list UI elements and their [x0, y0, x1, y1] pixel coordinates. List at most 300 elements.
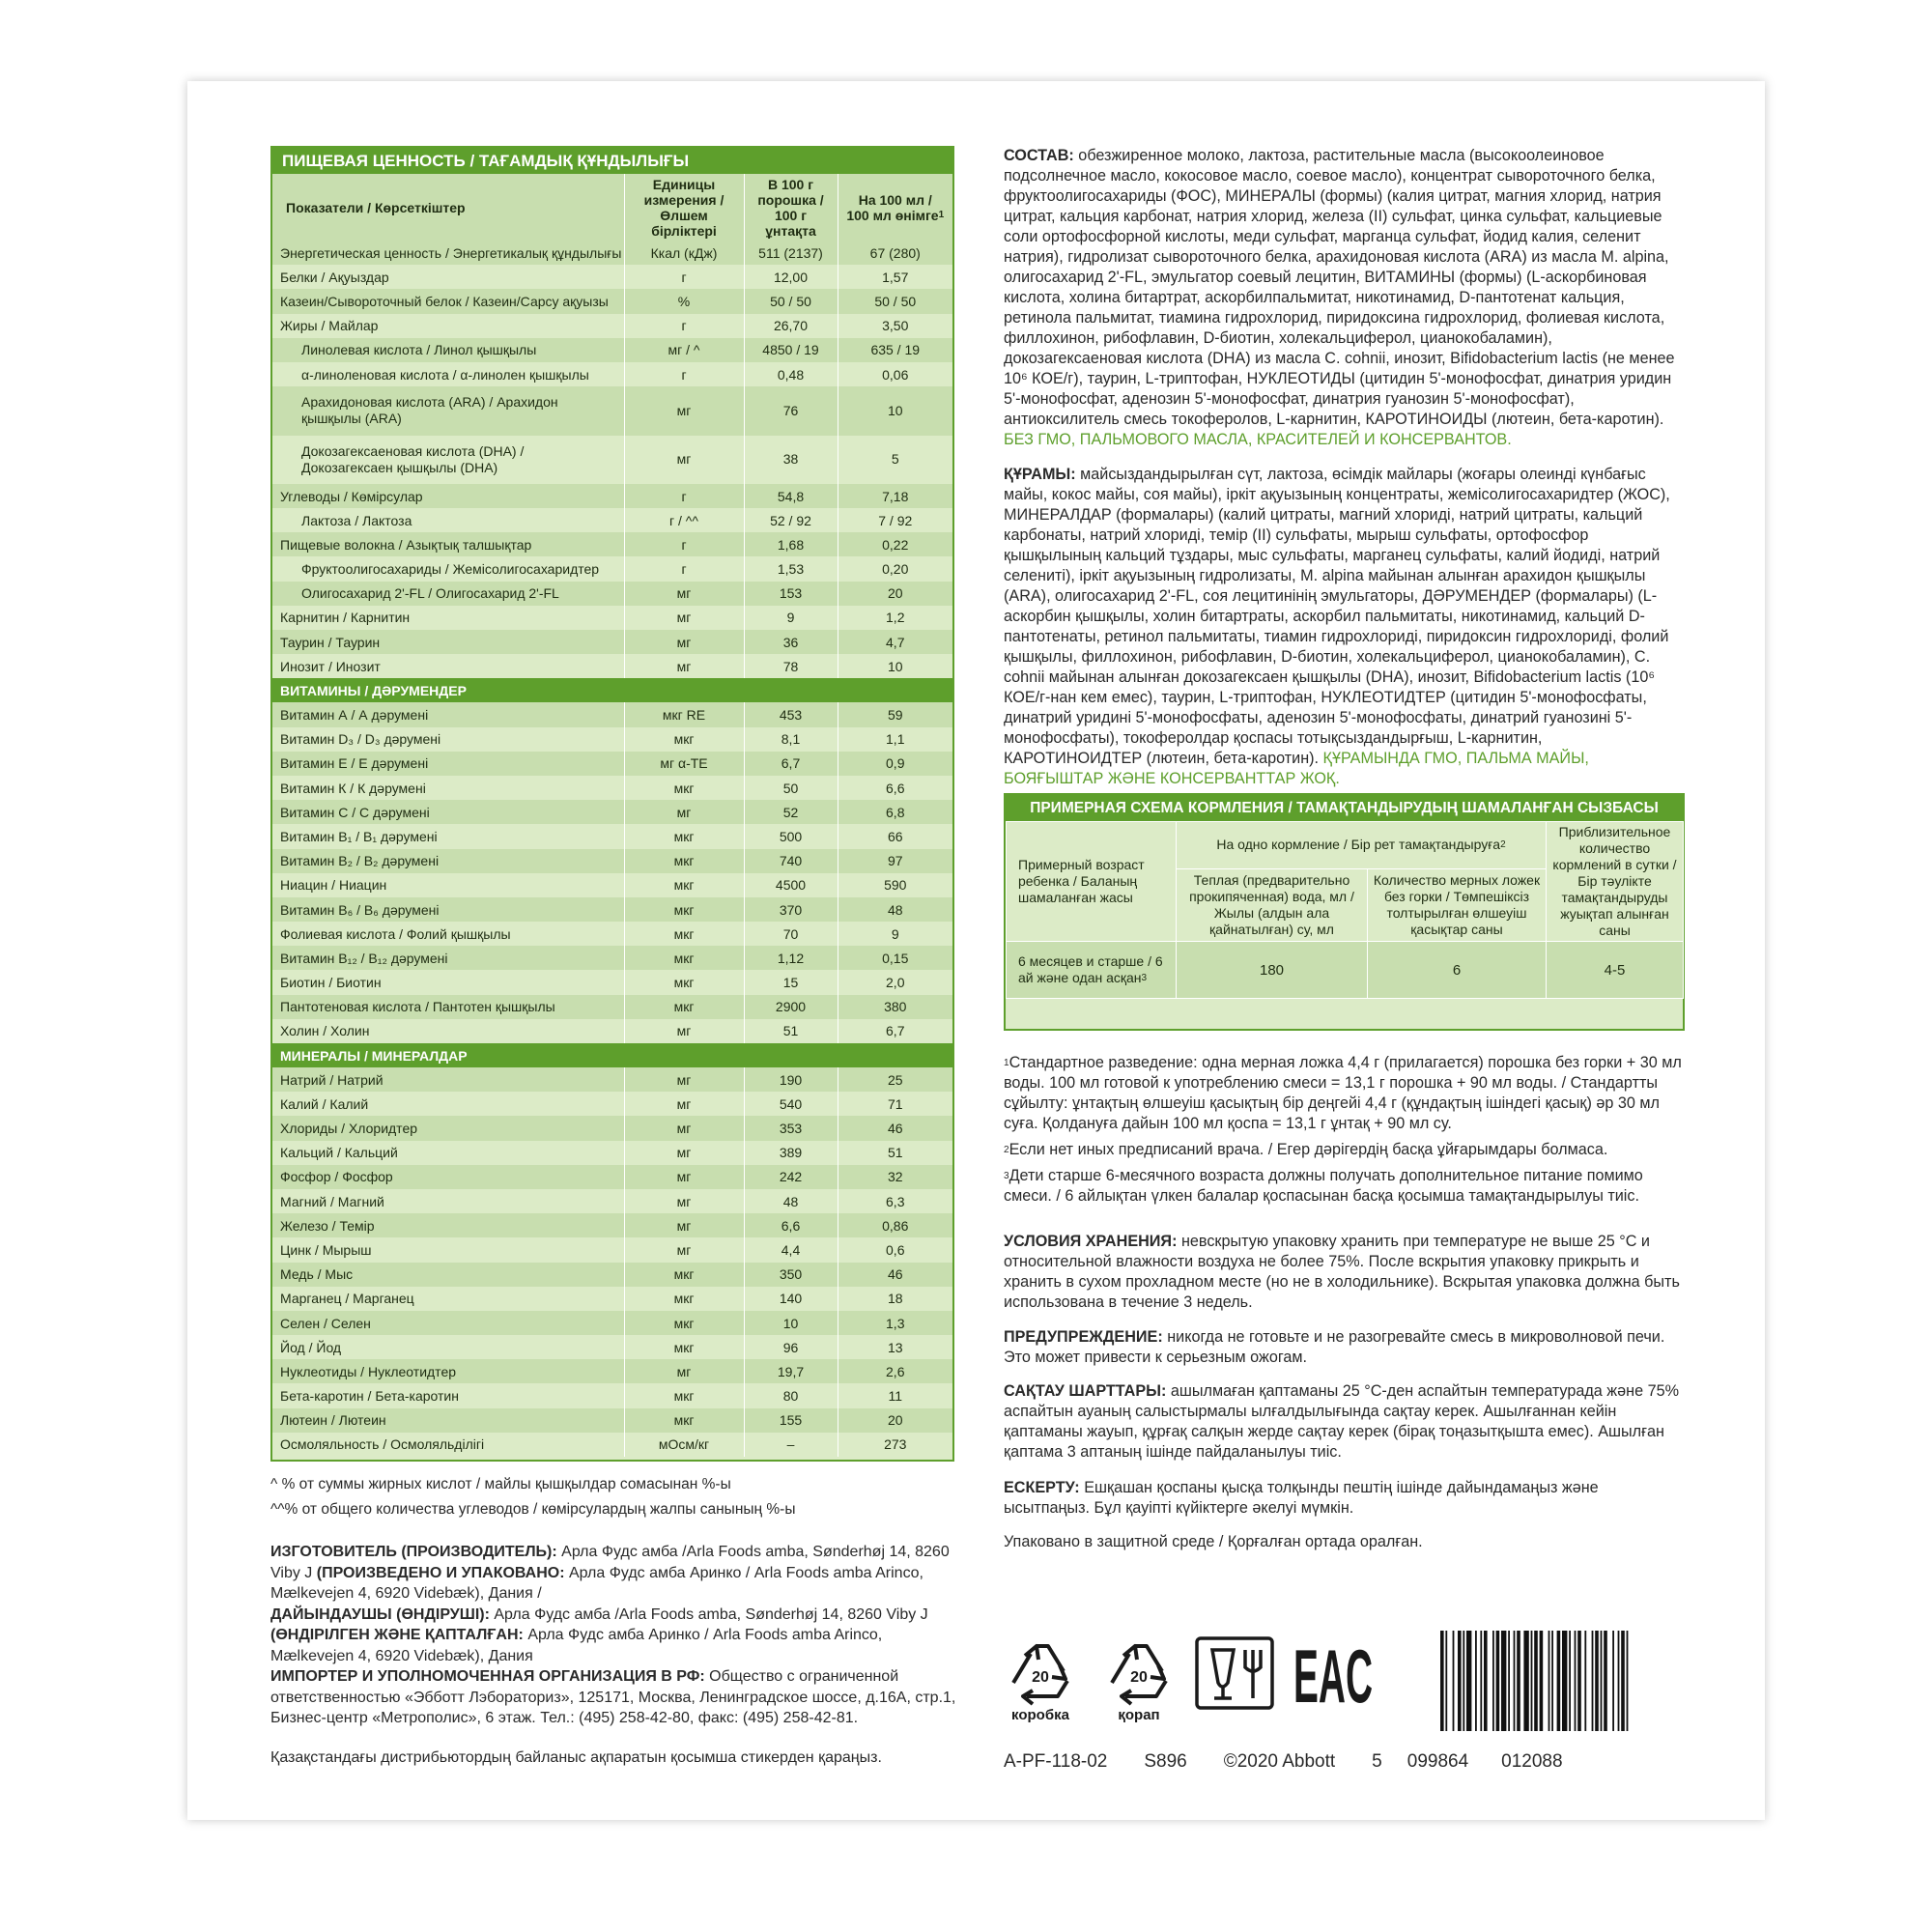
value-per-100ml: 0,20 — [838, 556, 952, 581]
barcode-bar — [1458, 1631, 1462, 1731]
nutrient-name: Фосфор / Фосфор — [272, 1165, 624, 1189]
nutrient-unit: мг — [624, 1067, 744, 1092]
nutrient-unit: г — [624, 314, 744, 338]
nutrient-name: Биотин / Биотин — [272, 970, 624, 994]
mfr-label-producer: ИЗГОТОВИТЕЛЬ (ПРОИЗВОДИТЕЛЬ): — [270, 1544, 557, 1560]
value-per-100ml: 380 — [838, 995, 952, 1019]
value-per-100ml: 2,0 — [838, 970, 952, 994]
value-per-100ml: 6,7 — [838, 1019, 952, 1043]
value-per-100g: 389 — [744, 1141, 838, 1165]
nutrient-unit: мг α-TE — [624, 752, 744, 776]
value-per-100ml: 20 — [838, 582, 952, 606]
value-per-100ml: 1,57 — [838, 265, 952, 289]
nutrient-name: Витамин Е / Е дәрумені — [272, 752, 624, 776]
header-per-100ml: На 100 мл / 100 мл өнімге$^1$ — [838, 174, 952, 241]
feeding-spoons: 6 — [1368, 942, 1547, 999]
barcode-bar — [1508, 1631, 1510, 1731]
barcode-bar — [1514, 1631, 1516, 1731]
table-row — [272, 776, 952, 800]
recycle-number-1: 20 — [1032, 1669, 1049, 1686]
value-per-100g: 350 — [744, 1263, 838, 1287]
value-per-100ml: 97 — [838, 849, 952, 873]
value-per-100g: 511 (2137) — [744, 241, 838, 265]
nutrient-unit: мкг — [624, 727, 744, 752]
kz-distributor-note: Қазақстандағы дистрибьютордың байланыс ақпаратын қосымша стикерден қараңыз. — [270, 1749, 882, 1766]
nutrient-name: Витамин В₁ / В₁ дәрумені — [272, 824, 624, 848]
nutrient-unit: г — [624, 362, 744, 386]
composition-ru — [1004, 146, 1685, 450]
symbols-row — [1004, 1627, 1685, 1772]
barcode-digits-left: 099864 — [1406, 1751, 1469, 1772]
barcode-bar — [1604, 1631, 1607, 1731]
nutrient-unit: мкг — [624, 1383, 744, 1407]
barcode-bar — [1466, 1631, 1471, 1731]
table-row — [272, 1287, 952, 1311]
barcode-bar — [1601, 1631, 1603, 1731]
barcode-bar — [1540, 1631, 1544, 1731]
nutrient-unit: мг — [624, 630, 744, 654]
value-per-100ml: 7 / 92 — [838, 508, 952, 532]
table-row — [272, 1116, 952, 1140]
nutrient-name: Магний / Магний — [272, 1189, 624, 1213]
composition-ru-text: обезжиренное молоко, лактоза, растительные масла (высокоолеиновое подсолнечное масло, кокосовое масло, соевое масло), концентрат сывороточного белка, фруктоолигосахариды (ФОС), МИНЕРАЛЫ (формы) (калия цитрат, магния хлорид, натрия цитрат, кальция карбонат, натрия хлорид, железа (II) сульфат, цинка сульфат, кальциевые соли ортофосфорной кислоты, меди сульфат, марганца сульфат, йодид калия, селенит натрия), гидролизат сывороточного белка, арахидоновая кислота (ARA) из масла M. alpina, олигосахарид 2'-FL, эмульгатор соевый лецитин, ВИТАМИНЫ (формы) (L-аскорбиновая кислота, холина битартрат, аскорбилпальмитат, никотинамид, D-пантотенат кальция, ретинола пальмитат, тиамина гидрохлорид, пиридоксина гидрохлорид, фолиевая кислота, филлохинон, рибофлавин, D-биотин, холекальциферол, цианокобаламин), докозагексаеновая кислота (DHA) из масла C. cohnii, инозит, Bifidobacterium lactis (не менее 10⁶ КОЕ/г), таурин, L-триптофан, НУКЛЕОТИДЫ (цитидин 5'-монофосфат, динатрия уридин 5'-монофосфат, аденозин 5'-монофосфат, динатрия гуанозин 5'-монофосфат), антиоксилитель смесь токоферолов, L-карнитин, КАРОТИНОИДЫ (лютеин, бета-каротин). — [1004, 147, 1675, 428]
barcode-bar — [1584, 1631, 1586, 1731]
table-row — [272, 386, 952, 435]
table-row — [272, 824, 952, 848]
value-per-100g: 353 — [744, 1116, 838, 1140]
nutrient-unit: Ккал (кДж) — [624, 241, 744, 265]
nutrient-unit: мг — [624, 654, 744, 678]
nutrient-name: Лактоза / Лактоза — [272, 508, 624, 532]
value-per-100ml: 66 — [838, 824, 952, 848]
nutrient-unit: мг — [624, 1165, 744, 1189]
feeding-grid — [1006, 821, 1684, 999]
value-per-100ml: 6,3 — [838, 1189, 952, 1213]
value-per-100ml: 6,6 — [838, 776, 952, 800]
nutrient-name: Витамин В₆ / В₆ дәрумені — [272, 897, 624, 922]
note-fatty-acids: ^ % от суммы жирных кислот / майлы қышқылдар сомасынан %-ы — [270, 1476, 731, 1492]
table-row — [272, 265, 952, 289]
nutrient-name: Витамин В₁₂ / В₁₂ дәрумені — [272, 946, 624, 970]
mfr-label-importer: ИМПОРТЕР И УПОЛНОМОЧЕННАЯ ОРГАНИЗАЦИЯ В РФ: — [270, 1668, 705, 1685]
table-row — [272, 970, 952, 994]
nutrient-name: Ниацин / Ниацин — [272, 873, 624, 897]
value-per-100ml: 1,2 — [838, 606, 952, 630]
mfr-text-produced-kz: Арла Фудс амба Аринко / Arla Foods amba Arinco, Mælkevejen 4, 6920 Videbæk), Дания — [270, 1627, 883, 1664]
value-per-100g: 80 — [744, 1383, 838, 1407]
mfr-text-producer: Арла Фудс амба /Arla Foods amba, Sønderhøj 14, 8260 Viby J — [270, 1544, 950, 1581]
section-header — [272, 678, 952, 702]
value-per-100g: 155 — [744, 1408, 838, 1433]
value-per-100ml: 11 — [838, 1383, 952, 1407]
value-per-100ml: 71 — [838, 1092, 952, 1116]
table-row — [272, 1189, 952, 1213]
feeding-spoons-header: Количество мерных ложек без горки / Төмпешіксіз толтырылған өлшеуіш қасықтар саны — [1368, 868, 1547, 941]
section-title: ВИТАМИНЫ / ДӘРУМЕНДЕР — [272, 678, 952, 702]
footnote-1: $^1$Стандартное разведение: одна мерная ложка 4,4 г (прилагается) порошка без горки + 30 мл воды. 100 мл готовой к употреблению смеси = 13,1 г порошка + 90 мл воды. / Стандартты сұйылту: ұнтақтың өлшеуіш қасықтың бір деңгейі 4,4 г (құндақтың ішіндегі қасық) әр 30 мл суға. Қолдануға дайын 100 мл қоспа = 13,1 г ұнтақ + 90 мл су. — [1004, 1054, 1682, 1132]
table-row — [272, 338, 952, 362]
table-row — [272, 995, 952, 1019]
value-per-100ml: 25 — [838, 1067, 952, 1092]
warning-kz-label: ЕСКЕРТУ: — [1004, 1479, 1080, 1496]
value-per-100g: 540 — [744, 1092, 838, 1116]
series-code: S896 — [1144, 1751, 1187, 1772]
barcode-bar — [1492, 1631, 1494, 1731]
barcode-bar — [1548, 1631, 1550, 1731]
barcode-bar — [1445, 1631, 1447, 1731]
table-row — [272, 1311, 952, 1335]
barcode-bar — [1562, 1631, 1567, 1731]
value-per-100g: – — [744, 1433, 838, 1457]
feeding-water: 180 — [1177, 942, 1368, 999]
nutrient-unit: мкг — [624, 849, 744, 873]
nutrient-name: Калий / Калий — [272, 1092, 624, 1116]
warning-ru-text: никогда не готовьте и не разогревайте смесь в микроволновой печи. Это может привести к серьезным ожогам. — [1004, 1328, 1665, 1366]
nutrient-unit: мкг — [624, 1287, 744, 1311]
nutrient-name: Натрий / Натрий — [272, 1067, 624, 1092]
nutrient-name: Пантотеновая кислота / Пантотен қышқылы — [272, 995, 624, 1019]
table-row — [272, 946, 952, 970]
nutrient-unit: мкг — [624, 824, 744, 848]
value-per-100g: 1,68 — [744, 532, 838, 556]
header-unit: Единицы измерения / Өлшем бірліктері — [624, 174, 744, 241]
barcode-bar — [1618, 1631, 1620, 1731]
storage-ru-label: УСЛОВИЯ ХРАНЕНИЯ: — [1004, 1233, 1178, 1250]
nutrient-unit: мг — [624, 436, 744, 484]
nutrient-unit: мг — [624, 1237, 744, 1262]
value-per-100g: 36 — [744, 630, 838, 654]
nutrient-unit: мОсм/кг — [624, 1433, 744, 1457]
barcode-bar — [1484, 1631, 1488, 1731]
table-row — [272, 1408, 952, 1433]
table-row — [272, 508, 952, 532]
nutrient-name: Марганец / Марганец — [272, 1287, 624, 1311]
barcode-bar — [1463, 1631, 1464, 1731]
value-per-100ml: 590 — [838, 873, 952, 897]
barcode-bar — [1577, 1631, 1581, 1731]
value-per-100ml: 1,3 — [838, 1311, 952, 1335]
value-per-100ml: 46 — [838, 1263, 952, 1287]
nutrition-body — [272, 241, 952, 1457]
feeding-water-header: Теплая (предварительно прокипяченная) вода, мл / Жылы (алдын ала қайнатылған) су, мл — [1177, 868, 1368, 941]
nutrient-unit: мкг — [624, 922, 744, 946]
nutrient-name: Холин / Холин — [272, 1019, 624, 1043]
value-per-100ml: 0,06 — [838, 362, 952, 386]
barcode-bar — [1627, 1631, 1629, 1731]
nutrient-unit: мг — [624, 606, 744, 630]
header-indicator: Показатели / Көрсеткіштер — [272, 174, 624, 241]
table-row — [272, 1359, 952, 1383]
value-per-100g: 4850 / 19 — [744, 338, 838, 362]
table-row — [272, 849, 952, 873]
storage-ru-text: невскрытую упаковку хранить при температуре не выше 25 °С и относительной влажности воздуха не более 75%. После вскрытия упаковку прикрыть и хранить в сухом прохладном месте (но не в холодильнике). Вскрытая упаковка должна быть использована в течение 3 недель. — [1004, 1233, 1680, 1311]
barcode-bar — [1480, 1631, 1482, 1731]
composition-ru-claim: БЕЗ ГМО, ПАЛЬМОВОГО МАСЛА, КРАСИТЕЛЕЙ И КОНСЕРВАНТОВ. — [1004, 431, 1512, 448]
table-row — [272, 897, 952, 922]
barcode-bar — [1501, 1631, 1506, 1731]
value-per-100ml: 0,15 — [838, 946, 952, 970]
nutrient-name: Бета-каротин / Бета-каротин — [272, 1383, 624, 1407]
value-per-100ml: 67 (280) — [838, 241, 952, 265]
value-per-100g: 153 — [744, 582, 838, 606]
value-per-100g: 96 — [744, 1335, 838, 1359]
table-row — [272, 1433, 952, 1457]
food-safe-glass-fork-icon — [1197, 1638, 1272, 1708]
nutrient-unit: мг — [624, 1213, 744, 1237]
nutrition-title: ПИЩЕВАЯ ЦЕННОСТЬ / ТАҒАМДЫҚ ҚҰНДЫЛЫҒЫ — [272, 148, 952, 174]
symbols-svg — [1004, 1627, 1685, 1733]
nutrient-unit: мкг — [624, 1263, 744, 1287]
table-row — [272, 1141, 952, 1165]
value-per-100ml: 10 — [838, 654, 952, 678]
mfr-label-producer-kz: ДАЙЫНДАУШЫ (ӨНДІРУШІ): — [270, 1605, 490, 1623]
nutrient-name: α-линоленовая кислота / α-линолен қышқылы — [272, 362, 624, 386]
value-per-100ml: 46 — [838, 1116, 952, 1140]
value-per-100g: 0,48 — [744, 362, 838, 386]
nutrient-name: Фруктоолигосахариды / Жемісолигосахаридтер — [272, 556, 624, 581]
value-per-100g: 51 — [744, 1019, 838, 1043]
value-per-100g: 1,12 — [744, 946, 838, 970]
table-row — [272, 922, 952, 946]
barcode-bar — [1531, 1631, 1533, 1731]
value-per-100g: 52 / 92 — [744, 508, 838, 532]
value-per-100ml: 2,6 — [838, 1359, 952, 1383]
value-per-100ml: 5 — [838, 436, 952, 484]
table-row — [272, 727, 952, 752]
table-row — [272, 532, 952, 556]
table-row — [272, 582, 952, 606]
table-row — [272, 1335, 952, 1359]
recycle-number-2: 20 — [1130, 1669, 1148, 1686]
nutrient-unit: мкг — [624, 1311, 744, 1335]
nutrient-name: Углеводы / Көмірсулар — [272, 484, 624, 508]
value-per-100ml: 0,22 — [838, 532, 952, 556]
value-per-100ml: 59 — [838, 702, 952, 726]
nutrient-name: Пищевые волокна / Азықтық талшықтар — [272, 532, 624, 556]
value-per-100g: 140 — [744, 1287, 838, 1311]
value-per-100ml: 48 — [838, 897, 952, 922]
copyright: ©2020 Abbott — [1223, 1751, 1336, 1772]
footnotes — [1004, 1053, 1685, 1207]
value-per-100ml: 0,9 — [838, 752, 952, 776]
storage-kz — [1004, 1381, 1685, 1463]
nutrient-name: Медь / Мыс — [272, 1263, 624, 1287]
table-row — [272, 654, 952, 678]
nutrient-unit: мг — [624, 1189, 744, 1213]
nutrient-unit: мкг — [624, 946, 744, 970]
value-per-100g: 76 — [744, 386, 838, 435]
composition-kz-text: майсыздандырылған сүт, лактоза, өсімдік майлары (жоғары олеинді күнбағыс майы, кокос майы, соя майы), іркіт ақуызының концентраты, жемісолигосахаридтер (ЖОС), МИНЕРАЛДАР (формалары) (калий цитраты, магний хлориді, натрий цитраты, кальций карбонаты, натрий хлориді, темір (II) сульфаты, мырыш сульфаты, ортофосфор қышқылының кальций тұздары, мыс сульфаты, марганец сульфаты, калий йодиді, натрий селениті), іркіт ақуызының гидролизаты, M. alpina майынан алынған арахидон қышқылы (ARA), олигосахарид 2'-FL, соя лецитинінің эмульгаторы, ДӘРУМЕНДЕР (формалары) (L-аскорбин қышқылы, холин битартраты, аскорбил пальмитаты, никотинамид, кальций D-пантотенаты, ретинол пальмитаты, тиамин гидрохлориді, пиридоксин гидрохлориді, фолий қышқылы, филлохинон, рибофлавин, D-биотин, холекальциферол, цианокобаламин), C. cohnii майынан алынған докозагексаен қышқылы (DHA), инозит, Bifidobacterium lactis (10⁶ КОЕ/г-нан кем емес), таурин, L-триптофан, НУКЛЕОТИДТЕР (цитидин 5'-монофосфаты, динатрий уридині 5'-монофосфаты, аденозин 5'-монофосфаты, динатрий гуанозині 5'-монофосфаты), токоферолдар қоспасы тотықсыздандырғыш, L-карнитин, КАРОТИНОИДТЕР (лютеин, бета-каротин). — [1004, 466, 1670, 767]
table-row — [272, 1092, 952, 1116]
value-per-100g: 370 — [744, 897, 838, 922]
barcode-bar — [1612, 1631, 1614, 1731]
nutrient-unit: г — [624, 532, 744, 556]
value-per-100ml: 32 — [838, 1165, 952, 1189]
table-row — [272, 800, 952, 824]
value-per-100ml: 1,1 — [838, 727, 952, 752]
table-row — [272, 752, 952, 776]
nutrient-unit: мг — [624, 1116, 744, 1140]
barcode-bar — [1595, 1631, 1599, 1731]
table-row — [272, 1019, 952, 1043]
nutrient-name: Лютеин / Лютеин — [272, 1408, 624, 1433]
value-per-100g: 8,1 — [744, 727, 838, 752]
composition-ru-label: СОСТАВ: — [1004, 147, 1074, 164]
barcode-digits-right: 012088 — [1501, 1751, 1563, 1772]
footnote-3: $^3$Дети старше 6-месячного возраста должны получать дополнительное питание помимо смеси. / 6 айлықтан үлкен балалар қоспасынан басқа қосымша тамақтандырылуы тиіс. — [1004, 1167, 1643, 1205]
warning-ru — [1004, 1327, 1685, 1368]
value-per-100g: 1,53 — [744, 556, 838, 581]
value-per-100g: 190 — [744, 1067, 838, 1092]
manufacturer-info — [270, 1542, 958, 1729]
table-row — [272, 436, 952, 484]
nutrient-unit: мкг — [624, 776, 744, 800]
value-per-100ml: 635 / 19 — [838, 338, 952, 362]
mfr-label-produced-kz: (ӨНДІРІЛГЕН ЖӘНЕ ҚАПТАЛҒАН: — [270, 1627, 524, 1643]
value-per-100g: 6,6 — [744, 1213, 838, 1237]
barcode-bar — [1569, 1631, 1571, 1731]
mfr-text-produced: Арла Фудс амба Аринко / Arla Foods amba Arinco, Mælkevejen 4, 6920 Videbæk), Дания / — [270, 1564, 923, 1602]
value-per-100ml: 7,18 — [838, 484, 952, 508]
table-row — [272, 702, 952, 726]
value-per-100ml: 18 — [838, 1287, 952, 1311]
value-per-100ml: 51 — [838, 1141, 952, 1165]
nutrient-unit: мг — [624, 386, 744, 435]
warning-kz — [1004, 1478, 1685, 1519]
nutrient-unit: г — [624, 265, 744, 289]
nutrient-name: Карнитин / Карнитин — [272, 606, 624, 630]
nutrition-grid — [272, 174, 952, 1457]
value-per-100g: 70 — [744, 922, 838, 946]
value-per-100g: 10 — [744, 1311, 838, 1335]
table-row — [272, 484, 952, 508]
nutrient-name: Фолиевая кислота / Фолий қышқылы — [272, 922, 624, 946]
feeding-age: 6 месяцев и старше / 6 ай және одан асқан$^3$ — [1007, 942, 1177, 999]
nutrient-unit: мг / ^ — [624, 338, 744, 362]
value-per-100g: 9 — [744, 606, 838, 630]
nutrient-unit: г — [624, 556, 744, 581]
barcode — [1440, 1631, 1628, 1731]
value-per-100g: 52 — [744, 800, 838, 824]
nutrient-unit: мг — [624, 1359, 744, 1383]
feeding-per-feed-header: На одно кормление / Бір рет тамақтандыруға$^2$ — [1177, 822, 1547, 869]
value-per-100ml: 20 — [838, 1408, 952, 1433]
value-per-100ml: 4,7 — [838, 630, 952, 654]
value-per-100g: 19,7 — [744, 1359, 838, 1383]
feeding-age-header: Примерный возраст ребенка / Баланың шамаланған жасы — [1007, 822, 1177, 942]
product-codes — [1004, 1751, 1600, 1773]
nutrient-name: Линолевая кислота / Линол қышқылы — [272, 338, 624, 362]
feeding-title: ПРИМЕРНАЯ СХЕМА КОРМЛЕНИЯ / ТАМАҚТАНДЫРУДЫҢ ШАМАЛАНҒАН СЫЗБАСЫ — [1006, 795, 1683, 821]
nutrient-unit: мг — [624, 1019, 744, 1043]
recycle-label-2: қорап — [1118, 1707, 1160, 1723]
eac-mark: EAC — [1293, 1634, 1373, 1719]
composition-kz-claim: ҚҰРАМЫНДА ГМО, ПАЛЬМА МАЙЫ, БОЯҒЫШТАР ЖӘНЕ КОНСЕРВАНТТАР ЖОҚ. — [1004, 750, 1589, 787]
feeding-count: 4-5 — [1547, 942, 1684, 999]
table-row — [272, 873, 952, 897]
barcode-bar — [1534, 1631, 1538, 1731]
value-per-100ml: 50 / 50 — [838, 289, 952, 313]
nutrient-unit: мкг — [624, 995, 744, 1019]
feeding-table — [1004, 793, 1685, 1031]
composition-kz — [1004, 465, 1685, 789]
nutrient-name: Таурин / Таурин — [272, 630, 624, 654]
warning-kz-text: Ешқашан қоспаны қысқа толқынды пештің ішінде дайындамаңыз және ысытпаңыз. Бұл қауіпті күйіктерге әкелуі мүмкін. — [1004, 1479, 1599, 1517]
mfr-text-importer: Общество с ограниченной ответственностью «Эбботт Лэбораториз», 125171, Москва, Ленинградское шоссе, д.16А, стр.1, Бизнес-центр «Метрополис», 6 этаж. Тел.: (495) 258-42-80, факс: (495) 258-42-81. — [270, 1668, 956, 1726]
recycle-label-1: коробка — [1011, 1707, 1069, 1723]
value-per-100g: 740 — [744, 849, 838, 873]
table-row — [272, 606, 952, 630]
nutrient-name: Нуклеотиды / Нуклеотидтер — [272, 1359, 624, 1383]
section-header — [272, 1043, 952, 1067]
nutrient-unit: мкг — [624, 873, 744, 897]
value-per-100g: 38 — [744, 436, 838, 484]
value-per-100g: 50 / 50 — [744, 289, 838, 313]
value-per-100ml: 0,86 — [838, 1213, 952, 1237]
nutrient-unit: мкг — [624, 897, 744, 922]
barcode-bar — [1575, 1631, 1577, 1731]
table-notes — [270, 1472, 958, 1522]
barcode-bar — [1551, 1631, 1553, 1731]
feeding-count-header: Приблизительное количество кормлений в сутки / Бір тәулікте тамақтандыруды жуықтап алынған саны — [1547, 822, 1684, 942]
product-code: A-PF-118-02 — [1004, 1751, 1108, 1772]
nutrient-unit: мг — [624, 1141, 744, 1165]
table-row — [272, 1067, 952, 1092]
nutrient-unit: мкг — [624, 1335, 744, 1359]
table-row — [272, 1237, 952, 1262]
nutrient-name: Энергетическая ценность / Энергетикалық құндылығы — [272, 241, 624, 265]
value-per-100ml: 273 — [838, 1433, 952, 1457]
table-row — [272, 241, 952, 265]
barcode-bar — [1523, 1631, 1528, 1731]
packed-note: Упаковано в защитной среде / Қорғалған ортада оралған. — [1004, 1533, 1423, 1550]
nutrient-name: Витамин А / А дәрумені — [272, 702, 624, 726]
nutrient-unit: г — [624, 484, 744, 508]
nutrient-name: Витамин В₂ / В₂ дәрумені — [272, 849, 624, 873]
nutrient-unit: мг — [624, 800, 744, 824]
nutrient-name: Казеин/Сывороточный белок / Казеин/Сарсу ақуызы — [272, 289, 624, 313]
nutrient-unit: мг — [624, 582, 744, 606]
nutrient-name: Цинк / Мырыш — [272, 1237, 624, 1262]
nutrient-name: Белки / Ақуыздар — [272, 265, 624, 289]
barcode-bar — [1557, 1631, 1561, 1731]
storage-kz-label: САҚТАУ ШАРТТАРЫ: — [1004, 1382, 1167, 1400]
barcode-bar — [1517, 1631, 1520, 1731]
nutrient-unit: % — [624, 289, 744, 313]
table-row — [272, 1165, 952, 1189]
table-row — [272, 1263, 952, 1287]
table-row — [272, 1213, 952, 1237]
value-per-100ml: 0,6 — [838, 1237, 952, 1262]
value-per-100g: 4,4 — [744, 1237, 838, 1262]
nutrient-name: Йод / Йод — [272, 1335, 624, 1359]
nutrient-unit: мкг RE — [624, 702, 744, 726]
barcode-bar — [1592, 1631, 1594, 1731]
nutrient-name: Арахидоновая кислота (ARA) / Арахидон қышқылы (ARA) — [272, 386, 624, 435]
value-per-100ml: 6,8 — [838, 800, 952, 824]
composition-kz-label: ҚҰРАМЫ: — [1004, 466, 1076, 483]
mfr-text-producer-kz: Арла Фудс амба /Arla Foods amba, Sønderhøj 14, 8260 Viby J — [489, 1605, 928, 1623]
table-row — [272, 314, 952, 338]
value-per-100g: 78 — [744, 654, 838, 678]
package-back-panel — [187, 81, 1765, 1820]
value-per-100g: 453 — [744, 702, 838, 726]
value-per-100g: 50 — [744, 776, 838, 800]
note-carbohydrates: ^^% от общего количества углеводов / көмірсулардың жалпы санының %-ы — [270, 1501, 796, 1518]
nutrient-name: Витамин D₃ / D₃ дәрумені — [272, 727, 624, 752]
value-per-100g: 6,7 — [744, 752, 838, 776]
section-title: МИНЕРАЛЫ / МИНЕРАЛДАР — [272, 1043, 952, 1067]
